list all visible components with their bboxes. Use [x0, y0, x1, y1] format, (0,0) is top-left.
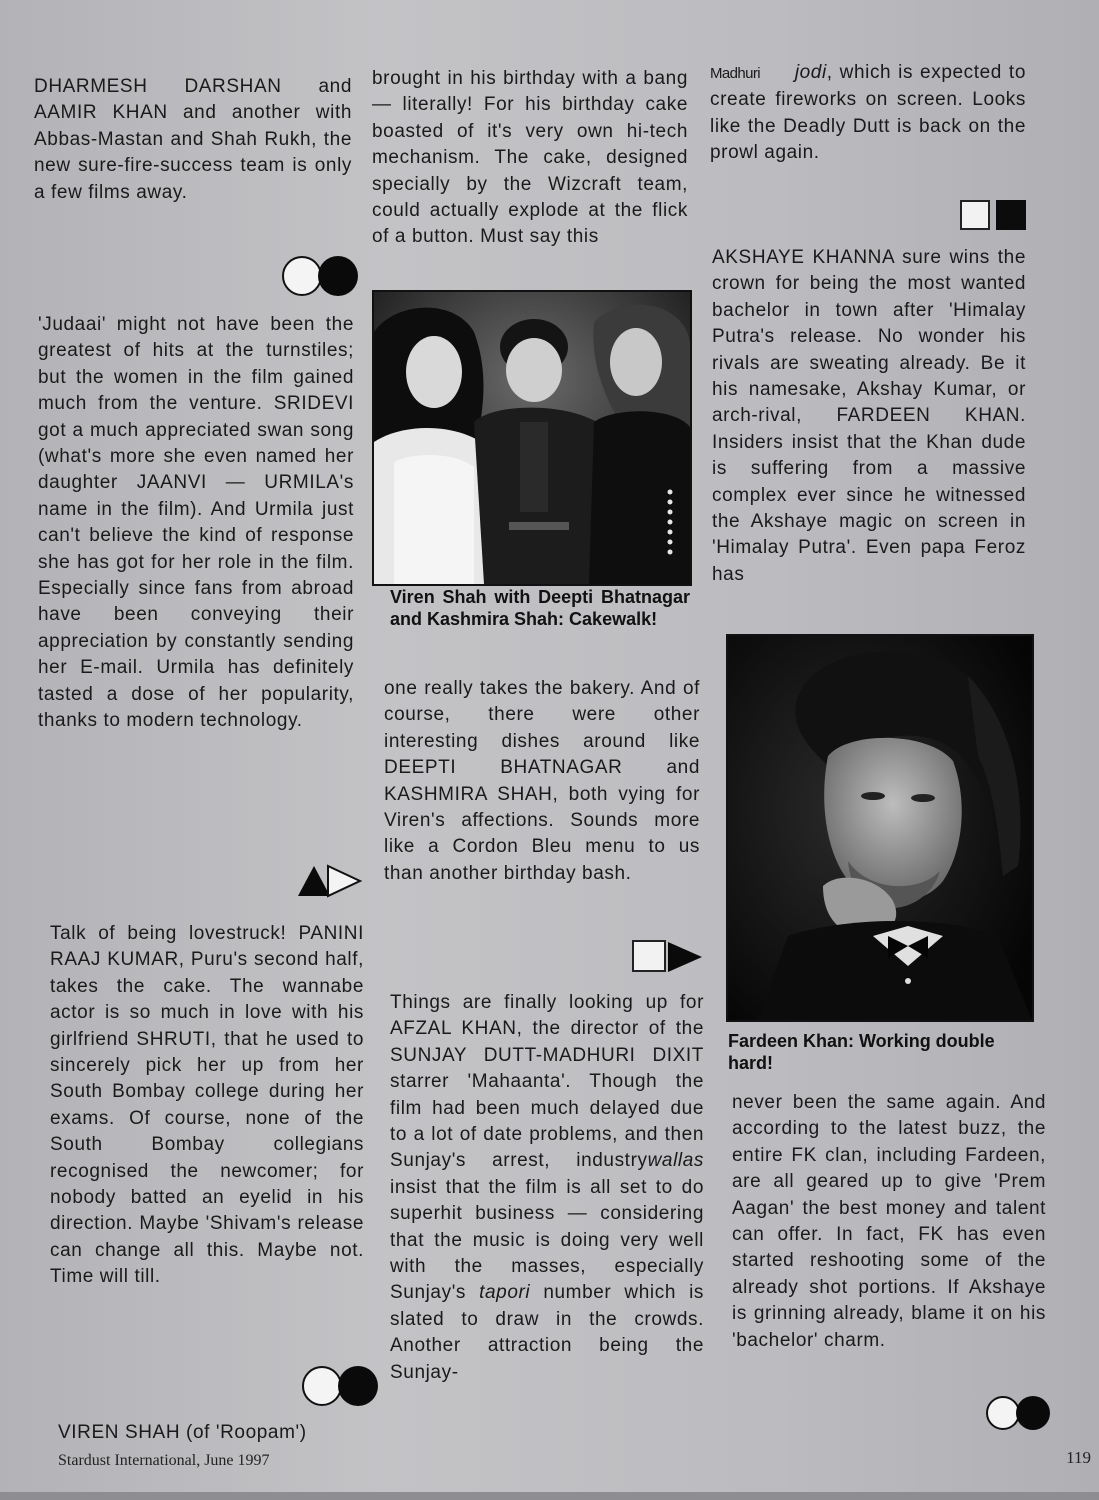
divider-circles-2 [302, 1366, 382, 1406]
col2-text-3-italic-2: tapori [479, 1282, 531, 1304]
col3-para-madhuri [710, 60, 1026, 167]
col2-para-afzal [390, 990, 704, 1386]
col2-text-3a: Things are finally looking up for AFZAL KHAN, the director of the SUNJAY DUTT-MADHURI DIXIT starrer 'Mahaanta'. Though the film had been much delayed due to a lot of date problems, and then Sunjay's arrest, industry [390, 992, 704, 1172]
col1-para-panini [50, 921, 364, 1291]
divider-square-triangle [632, 940, 706, 974]
white-square-icon [632, 940, 666, 972]
col2-para-bakery [384, 676, 700, 887]
white-square-icon [960, 200, 990, 230]
white-circle-icon [986, 1396, 1020, 1430]
col3-text-2: AKSHAYE KHANNA sure wins the crown for being the most wanted bachelor in town after 'Himalay Putra's release. No wonder his rivals are sweating already. Be it his namesake, Akshay Kumar, or arch-rival, FARDEEN KHAN. Insiders insist that the Khan dude is suffering from a massive complex ever since he witnessed the Akshaye magic on screen in 'Himalay Putra'. Even papa Feroz has [712, 247, 1026, 585]
divider-triangles-1 [296, 862, 366, 898]
col3-para-akshaye [712, 245, 1026, 588]
col3-text-1-rest: , which is expected to create fireworks on screen. Looks like the Deadly Dutt is back on the prowl again. [710, 62, 1026, 164]
col2-para-birthday [372, 66, 688, 251]
caption-fardeen-khan: Fardeen Khan: Working double hard! [728, 1031, 995, 1073]
white-circle-icon [302, 1366, 342, 1406]
triangle-pair-icon [296, 862, 366, 898]
col2-text-3 [390, 990, 704, 1386]
black-circle-icon [338, 1366, 378, 1406]
photo-viren-shah [372, 290, 692, 586]
col1-text-4: VIREN SHAH (of 'Roopam') [58, 1422, 307, 1443]
black-square-icon [996, 200, 1026, 230]
publication-footer: Stardust International, June 1997 [58, 1452, 270, 1469]
col2-text-2: one really takes the bakery. And of course, there were other interesting dishes around like DEEPTI BHATNAGAR and KASHMIRA SHAH, both vying for Viren's affections. Sounds more like a Cordon Bleu menu to us than another birthday bash. [384, 678, 700, 884]
col3-text-1 [710, 60, 1026, 167]
col2-text-1: brought in his birthday with a bang — literally! For his birthday cake boasted of it's very own hi-tech mechanism. The cake, designed specially by the Wizcraft team, could actually explode at the flick of a button. Must say this [372, 68, 688, 248]
col1-para-judaai [38, 312, 354, 735]
col1-text-1: DHARMESH DARSHAN and AAMIR KHAN and another with Abbas-Mastan and Shah Rukh, the new sure-fire-success team is only a few films away. [34, 76, 352, 203]
caption-viren-shah: Viren Shah with Deepti Bhatnagar and Kashmira Shah: Cakewalk! [390, 587, 690, 629]
scan-edge [0, 1492, 1099, 1500]
col2-text-3c: number which is slated to draw in the crowds. Another attraction being the Sunjay- [390, 1282, 705, 1383]
black-triangle-icon [666, 940, 704, 974]
col3-text-3: never been the same again. And according to the latest buzz, the entire FK clan, including Fardeen, are all geared up to give 'Prem Aagan' the best money and talent can offer. In fact, FK has even started reshooting some of the already shot portions. If Akshaye is grinning already, blame it on his 'bachelor' charm. [732, 1092, 1046, 1351]
col1-para-dharmesh [34, 74, 352, 206]
white-circle-icon [282, 256, 322, 296]
col3-text-1-name: Madhuri [710, 65, 760, 82]
photo-fardeen-khan [726, 634, 1034, 1022]
page-number: 119 [1066, 1448, 1091, 1467]
col2-text-3b: insist that the film is all set to do superhit business — considering that the music is doing very well with the masses, especially Sunjay's [390, 1176, 704, 1304]
portrait-photo-image [728, 636, 1032, 1020]
divider-squares [960, 200, 1030, 232]
col3-para-feroz [732, 1090, 1046, 1354]
col2-text-3-italic-1: wallas [647, 1150, 704, 1172]
black-circle-icon [1016, 1396, 1050, 1430]
col1-para-viren [58, 1420, 378, 1446]
col3-text-1-italic: jodi [794, 62, 827, 83]
divider-circles-1 [282, 256, 362, 296]
black-circle-icon [318, 256, 358, 296]
party-photo-image [374, 292, 690, 584]
col1-text-3: Talk of being lovestruck! PANINI RAAJ KUMAR, Puru's second half, takes the cake. The wannabe actor is so much in love with his girlfriend SHRUTI, that he used to sincerely pick her up from her South Bombay college during her exams. Of course, none of the South Bombay collegians recognised the newcomer; for nobody batted an eyelid in his direction. Maybe 'Shivam's release can change all this. Maybe not. Time will till. [50, 923, 364, 1288]
col1-text-2: 'Judaai' might not have been the greatest of hits at the turnstiles; but the women in the film gained much from the venture. SRIDEVI got a much appreciated swan song (what's more she even named her daughter JAANVI — URMILA's name in the film). And Urmila just can't believe the kind of response she has got for her role in the film. Especially since fans from abroad have been conveying their appreciation by constantly sending her E-mail. Urmila has definitely tasted a dose of her popularity, thanks to modern technology. [38, 314, 354, 732]
divider-circles-3 [986, 1396, 1056, 1430]
